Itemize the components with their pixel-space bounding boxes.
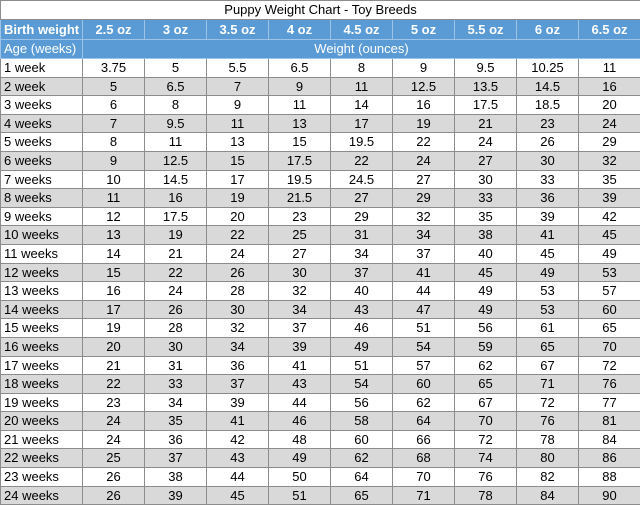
weight-cell: 13 (83, 226, 145, 245)
weight-cell: 56 (331, 393, 393, 412)
table-row (1, 300, 640, 319)
weight-cell: 11 (207, 114, 269, 133)
table-row (1, 449, 640, 468)
weight-cell: 17 (207, 170, 269, 189)
weight-cell: 19 (393, 114, 455, 133)
weight-cell: 41 (207, 412, 269, 431)
age-cell: 3 weeks (1, 96, 83, 115)
weight-cell: 74 (455, 449, 517, 468)
weight-cell: 29 (331, 207, 393, 226)
weight-cell: 36 (145, 430, 207, 449)
weight-cell: 11 (269, 96, 331, 115)
weight-cell: 30 (455, 170, 517, 189)
weight-cell: 72 (579, 356, 640, 375)
weight-cell: 44 (207, 468, 269, 487)
weight-cell: 14 (83, 244, 145, 263)
age-cell: 23 weeks (1, 468, 83, 487)
weight-cell: 65 (455, 375, 517, 394)
weight-cell: 28 (207, 282, 269, 301)
weight-cell: 60 (579, 300, 640, 319)
weight-cell: 71 (393, 486, 455, 505)
weight-cell: 24 (393, 151, 455, 170)
table-row (1, 114, 640, 133)
weight-cell: 53 (579, 263, 640, 282)
age-cell: 19 weeks (1, 393, 83, 412)
weight-cell: 70 (579, 337, 640, 356)
age-cell: 21 weeks (1, 430, 83, 449)
weight-cell: 65 (579, 319, 640, 338)
table-row (1, 263, 640, 282)
weight-cell: 8 (83, 133, 145, 152)
age-cell: 4 weeks (1, 114, 83, 133)
weight-cell: 9.5 (455, 59, 517, 78)
table-row (1, 133, 640, 152)
weight-cell: 17.5 (455, 96, 517, 115)
weight-cell: 32 (579, 151, 640, 170)
weight-cell: 46 (269, 412, 331, 431)
weight-cell: 25 (269, 226, 331, 245)
weight-cell: 30 (517, 151, 579, 170)
weight-cell: 13 (269, 114, 331, 133)
weight-cell: 68 (393, 449, 455, 468)
weight-cell: 11 (145, 133, 207, 152)
weight-cell: 53 (517, 300, 579, 319)
weight-cell: 14 (331, 96, 393, 115)
weight-cell: 9 (393, 59, 455, 78)
weight-cell: 49 (455, 282, 517, 301)
weight-cell: 15 (207, 151, 269, 170)
weight-cell: 30 (207, 300, 269, 319)
weight-cell: 23 (83, 393, 145, 412)
weight-cell: 22 (331, 151, 393, 170)
weight-cell: 32 (269, 282, 331, 301)
table-row (1, 59, 640, 78)
weight-cell: 26 (145, 300, 207, 319)
weight-cell: 47 (393, 300, 455, 319)
weight-cell: 15 (269, 133, 331, 152)
weight-cell: 33 (145, 375, 207, 394)
weight-cell: 5 (83, 77, 145, 96)
weight-cell: 11 (83, 189, 145, 208)
table-title: Puppy Weight Chart - Toy Breeds (1, 1, 640, 20)
table-row (1, 170, 640, 189)
age-cell: 22 weeks (1, 449, 83, 468)
weight-cell: 5 (145, 59, 207, 78)
weight-cell: 8 (145, 96, 207, 115)
birth-weight-column-header: 3 oz (145, 20, 207, 40)
weight-cell: 24 (83, 412, 145, 431)
weight-cell: 17.5 (269, 151, 331, 170)
table-row (1, 356, 640, 375)
weight-cell: 44 (269, 393, 331, 412)
weight-cell: 11 (331, 77, 393, 96)
weight-cell: 36 (207, 356, 269, 375)
weight-cell: 26 (517, 133, 579, 152)
weight-cell: 35 (455, 207, 517, 226)
birth-weight-column-header: 5 oz (393, 20, 455, 40)
weight-cell: 34 (145, 393, 207, 412)
table-row (1, 337, 640, 356)
weight-cell: 49 (455, 300, 517, 319)
table-row (1, 207, 640, 226)
weight-cell: 44 (393, 282, 455, 301)
table-row (1, 282, 640, 301)
weight-cell: 39 (269, 337, 331, 356)
weight-cell: 41 (269, 356, 331, 375)
weight-cell: 65 (517, 337, 579, 356)
weight-cell: 23 (269, 207, 331, 226)
age-cell: 1 week (1, 59, 83, 78)
weight-cell: 86 (579, 449, 640, 468)
weight-cell: 62 (393, 393, 455, 412)
weight-cell: 26 (83, 468, 145, 487)
birth-weight-column-header: 2.5 oz (83, 20, 145, 40)
weight-cell: 12.5 (145, 151, 207, 170)
birth-weight-header-row (1, 20, 640, 40)
table-row (1, 486, 640, 505)
table-row (1, 244, 640, 263)
weight-cell: 34 (393, 226, 455, 245)
weight-cell: 53 (517, 282, 579, 301)
birth-weight-column-header: 6 oz (517, 20, 579, 40)
weight-cell: 62 (455, 356, 517, 375)
weight-cell: 70 (455, 412, 517, 431)
weight-cell: 11 (579, 59, 640, 78)
weight-cell: 57 (393, 356, 455, 375)
weight-cell: 39 (145, 486, 207, 505)
weight-cell: 24.5 (331, 170, 393, 189)
weight-cell: 19 (83, 319, 145, 338)
weight-cell: 15 (83, 263, 145, 282)
weight-cell: 51 (331, 356, 393, 375)
table-row (1, 393, 640, 412)
weight-cell: 19.5 (269, 170, 331, 189)
weight-cell: 40 (455, 244, 517, 263)
weight-cell: 22 (393, 133, 455, 152)
weight-cell: 32 (393, 207, 455, 226)
table-row (1, 412, 640, 431)
weight-cell: 72 (517, 393, 579, 412)
weight-cell: 33 (517, 170, 579, 189)
weight-cell: 67 (455, 393, 517, 412)
weight-cell: 21 (83, 356, 145, 375)
age-weeks-label: Age (weeks) (1, 40, 83, 59)
weight-cell: 39 (207, 393, 269, 412)
age-cell: 13 weeks (1, 282, 83, 301)
weight-cell: 48 (269, 430, 331, 449)
age-cell: 18 weeks (1, 375, 83, 394)
weight-cell: 21 (145, 244, 207, 263)
weight-cell: 24 (579, 114, 640, 133)
weight-cell: 20 (207, 207, 269, 226)
table-row (1, 151, 640, 170)
weight-ounces-label: Weight (ounces) (83, 40, 640, 59)
birth-weight-column-header: 4.5 oz (331, 20, 393, 40)
weight-cell: 25 (83, 449, 145, 468)
age-cell: 12 weeks (1, 263, 83, 282)
weight-cell: 24 (145, 282, 207, 301)
age-cell: 16 weeks (1, 337, 83, 356)
weight-cell: 18.5 (517, 96, 579, 115)
weight-cell: 27 (455, 151, 517, 170)
weight-cell: 19 (207, 189, 269, 208)
table-row (1, 375, 640, 394)
weight-cell: 6 (83, 96, 145, 115)
weight-cell: 60 (331, 430, 393, 449)
weight-cell: 54 (331, 375, 393, 394)
age-cell: 20 weeks (1, 412, 83, 431)
birth-weight-column-header: 4 oz (269, 20, 331, 40)
weight-cell: 42 (207, 430, 269, 449)
age-cell: 11 weeks (1, 244, 83, 263)
weight-cell: 70 (393, 468, 455, 487)
weight-cell: 37 (331, 263, 393, 282)
table-row (1, 189, 640, 208)
weight-cell: 13.5 (455, 77, 517, 96)
age-cell: 24 weeks (1, 486, 83, 505)
birth-weight-label: Birth weight (1, 20, 83, 40)
weight-cell: 30 (269, 263, 331, 282)
table-row (1, 468, 640, 487)
weight-cell: 9 (269, 77, 331, 96)
weight-cell: 22 (145, 263, 207, 282)
weight-cell: 20 (83, 337, 145, 356)
weight-cell: 58 (331, 412, 393, 431)
weight-cell: 49 (269, 449, 331, 468)
weight-cell: 41 (393, 263, 455, 282)
weight-cell: 32 (207, 319, 269, 338)
weight-cell: 30 (145, 337, 207, 356)
weight-cell: 35 (579, 170, 640, 189)
age-cell: 14 weeks (1, 300, 83, 319)
weight-cell: 17 (331, 114, 393, 133)
age-cell: 5 weeks (1, 133, 83, 152)
weight-cell: 39 (517, 207, 579, 226)
weight-cell: 20 (579, 96, 640, 115)
age-weight-subheader-row (1, 40, 640, 59)
weight-cell: 14.5 (145, 170, 207, 189)
table-row (1, 319, 640, 338)
weight-cell: 29 (393, 189, 455, 208)
weight-cell: 9.5 (145, 114, 207, 133)
weight-cell: 37 (269, 319, 331, 338)
table-row (1, 96, 640, 115)
weight-cell: 24 (83, 430, 145, 449)
weight-cell: 59 (455, 337, 517, 356)
age-cell: 10 weeks (1, 226, 83, 245)
weight-cell: 16 (83, 282, 145, 301)
table-row (1, 226, 640, 245)
weight-cell: 45 (455, 263, 517, 282)
weight-cell: 17 (83, 300, 145, 319)
weight-cell: 76 (579, 375, 640, 394)
weight-cell: 65 (331, 486, 393, 505)
weight-cell: 36 (517, 189, 579, 208)
weight-cell: 12 (83, 207, 145, 226)
weight-cell: 8 (331, 59, 393, 78)
weight-cell: 43 (331, 300, 393, 319)
weight-cell: 42 (579, 207, 640, 226)
weight-cell: 67 (517, 356, 579, 375)
weight-cell: 56 (455, 319, 517, 338)
weight-cell: 61 (517, 319, 579, 338)
weight-cell: 50 (269, 468, 331, 487)
weight-cell: 64 (331, 468, 393, 487)
weight-cell: 13 (207, 133, 269, 152)
weight-cell: 80 (517, 449, 579, 468)
weight-cell: 40 (331, 282, 393, 301)
weight-cell: 76 (455, 468, 517, 487)
weight-cell: 54 (393, 337, 455, 356)
weight-cell: 6.5 (145, 77, 207, 96)
age-cell: 6 weeks (1, 151, 83, 170)
birth-weight-column-header: 5.5 oz (455, 20, 517, 40)
weight-cell: 38 (145, 468, 207, 487)
weight-cell: 28 (145, 319, 207, 338)
weight-cell: 81 (579, 412, 640, 431)
weight-cell: 9 (207, 96, 269, 115)
birth-weight-column-header: 6.5 oz (579, 20, 640, 40)
age-cell: 9 weeks (1, 207, 83, 226)
weight-cell: 7 (207, 77, 269, 96)
weight-cell: 37 (207, 375, 269, 394)
weight-cell: 51 (393, 319, 455, 338)
weight-cell: 66 (393, 430, 455, 449)
age-cell: 8 weeks (1, 189, 83, 208)
weight-cell: 16 (145, 189, 207, 208)
weight-cell: 23 (517, 114, 579, 133)
weight-cell: 60 (393, 375, 455, 394)
weight-cell: 10.25 (517, 59, 579, 78)
weight-cell: 84 (579, 430, 640, 449)
weight-cell: 9 (83, 151, 145, 170)
weight-cell: 64 (393, 412, 455, 431)
weight-cell: 46 (331, 319, 393, 338)
weight-cell: 33 (455, 189, 517, 208)
weight-cell: 22 (83, 375, 145, 394)
weight-cell: 34 (207, 337, 269, 356)
weight-cell: 16 (579, 77, 640, 96)
weight-cell: 27 (269, 244, 331, 263)
weight-cell: 27 (393, 170, 455, 189)
weight-cell: 39 (579, 189, 640, 208)
weight-cell: 26 (83, 486, 145, 505)
weight-cell: 84 (517, 486, 579, 505)
weight-cell: 17.5 (145, 207, 207, 226)
weight-cell: 76 (517, 412, 579, 431)
weight-cell: 3.75 (83, 59, 145, 78)
weight-cell: 49 (579, 244, 640, 263)
weight-cell: 14.5 (517, 77, 579, 96)
weight-cell: 10 (83, 170, 145, 189)
weight-cell: 16 (393, 96, 455, 115)
title-row (1, 1, 640, 20)
weight-cell: 12.5 (393, 77, 455, 96)
age-cell: 17 weeks (1, 356, 83, 375)
weight-cell: 49 (331, 337, 393, 356)
weight-cell: 71 (517, 375, 579, 394)
age-cell: 7 weeks (1, 170, 83, 189)
weight-cell: 82 (517, 468, 579, 487)
weight-cell: 6.5 (269, 59, 331, 78)
weight-cell: 41 (517, 226, 579, 245)
weight-cell: 5.5 (207, 59, 269, 78)
weight-cell: 31 (145, 356, 207, 375)
weight-cell: 51 (269, 486, 331, 505)
weight-cell: 78 (455, 486, 517, 505)
weight-cell: 38 (455, 226, 517, 245)
weight-cell: 35 (145, 412, 207, 431)
weight-cell: 43 (207, 449, 269, 468)
age-cell: 2 week (1, 77, 83, 96)
weight-cell: 57 (579, 282, 640, 301)
weight-cell: 62 (331, 449, 393, 468)
weight-cell: 27 (331, 189, 393, 208)
weight-cell: 31 (331, 226, 393, 245)
birth-weight-column-header: 3.5 oz (207, 20, 269, 40)
age-cell: 15 weeks (1, 319, 83, 338)
weight-cell: 77 (579, 393, 640, 412)
weight-cell: 72 (455, 430, 517, 449)
weight-cell: 43 (269, 375, 331, 394)
weight-cell: 19 (145, 226, 207, 245)
weight-cell: 22 (207, 226, 269, 245)
weight-cell: 34 (269, 300, 331, 319)
weight-cell: 37 (145, 449, 207, 468)
table-row (1, 430, 640, 449)
weight-cell: 34 (331, 244, 393, 263)
weight-cell: 90 (579, 486, 640, 505)
weight-cell: 88 (579, 468, 640, 487)
weight-cell: 26 (207, 263, 269, 282)
weight-cell: 37 (393, 244, 455, 263)
table-row (1, 77, 640, 96)
weight-cell: 29 (579, 133, 640, 152)
weight-cell: 21.5 (269, 189, 331, 208)
weight-cell: 7 (83, 114, 145, 133)
weight-cell: 78 (517, 430, 579, 449)
weight-cell: 21 (455, 114, 517, 133)
weight-cell: 45 (517, 244, 579, 263)
weight-cell: 19.5 (331, 133, 393, 152)
weight-cell: 45 (207, 486, 269, 505)
weight-cell: 24 (455, 133, 517, 152)
weight-cell: 45 (579, 226, 640, 245)
weight-cell: 24 (207, 244, 269, 263)
weight-cell: 49 (517, 263, 579, 282)
